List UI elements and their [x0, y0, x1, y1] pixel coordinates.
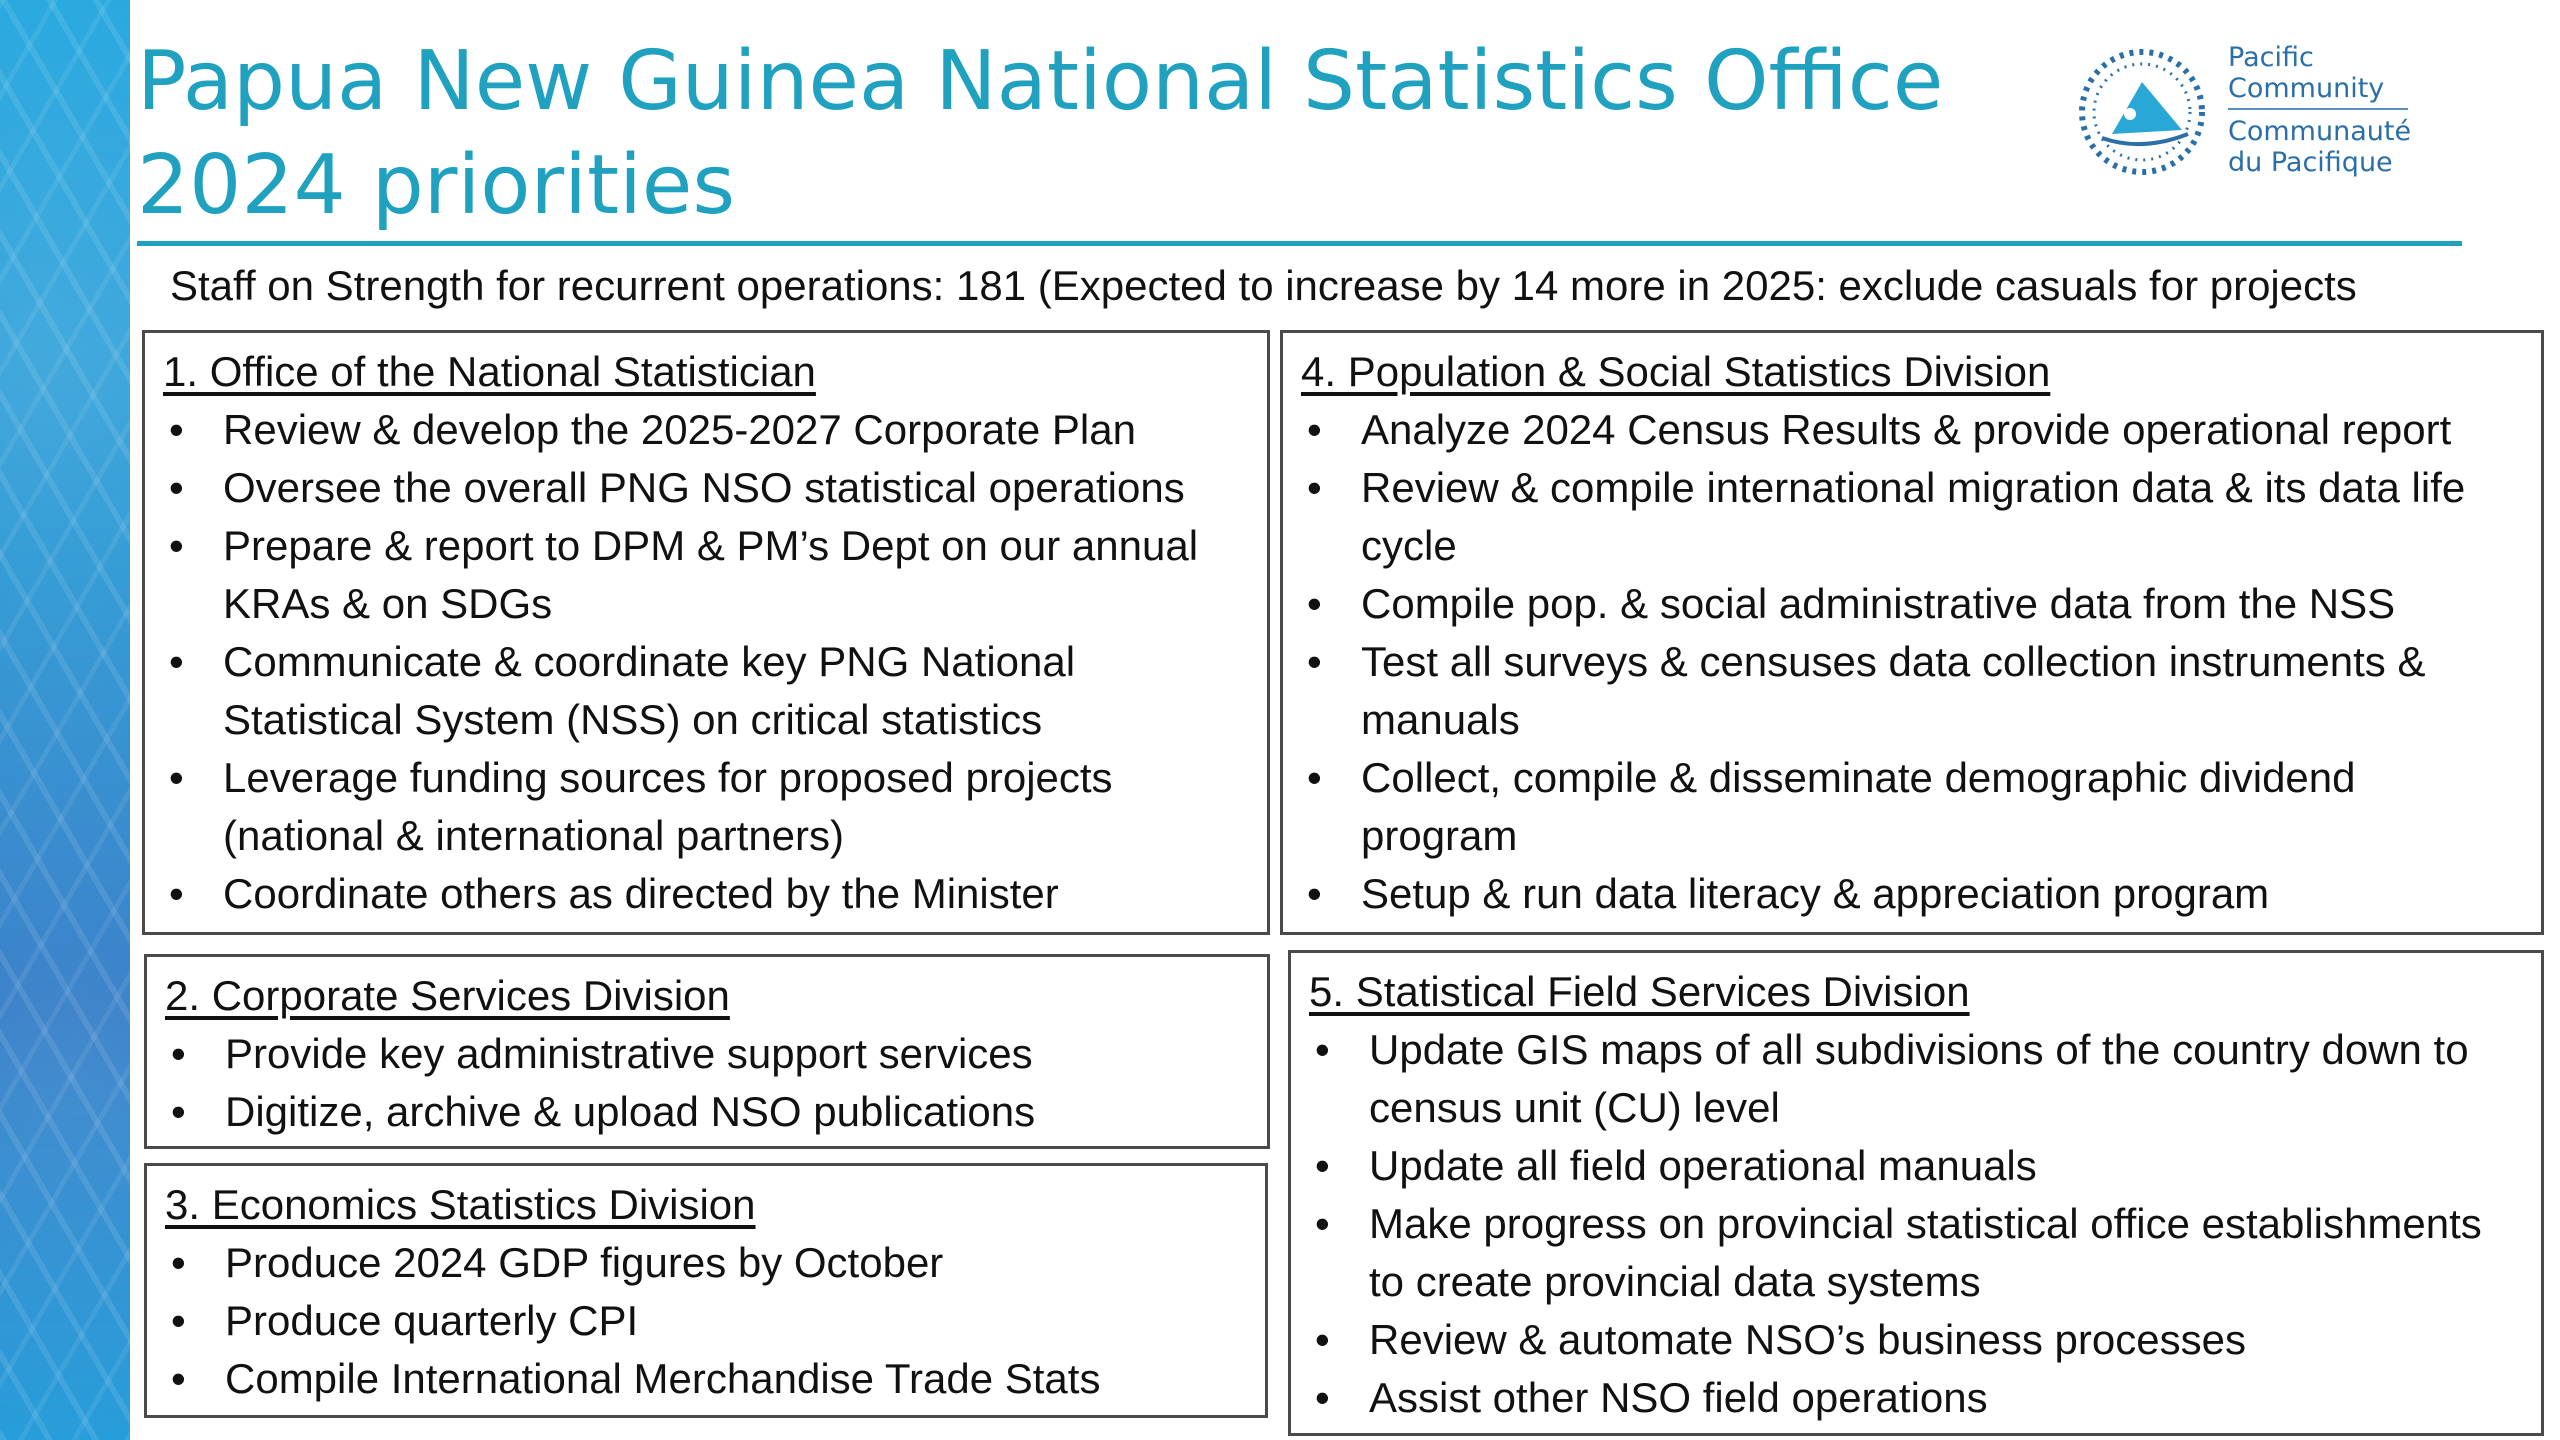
- section-heading: 4. Population & Social Statistics Division: [1301, 348, 2051, 395]
- decorative-side-band: [0, 0, 130, 1440]
- list-item: • Review & automate NSO’s business processes: [1309, 1311, 2523, 1369]
- list-item: • Review & develop the 2025-2027 Corporate Plan: [163, 401, 1249, 459]
- list-item: • Assist other NSO field operations: [1309, 1369, 2523, 1427]
- list-item: • Communicate & coordinate key PNG National Statistical System (NSS) on critical statistics: [163, 633, 1249, 749]
- list-item: • Provide key administrative support services: [165, 1025, 1249, 1083]
- bullet-list: [1301, 401, 2523, 923]
- list-item: • Analyze 2024 Census Results & provide operational report: [1301, 401, 2523, 459]
- title-divider: [137, 241, 2462, 246]
- list-item: • Prepare & report to DPM & PM’s Dept on our annual KRAs & on SDGs: [163, 517, 1249, 633]
- list-item: • Coordinate others as directed by the Minister: [163, 865, 1249, 923]
- section-heading: 2. Corporate Services Division: [165, 972, 730, 1019]
- logo-divider: [2228, 108, 2408, 110]
- pacific-community-logo: [2072, 42, 2432, 182]
- list-item: • Setup & run data literacy & appreciation program: [1301, 865, 2523, 923]
- bullet-list: [165, 1234, 1247, 1408]
- list-item: • Update all field operational manuals: [1309, 1137, 2523, 1195]
- logo-text-en-2: Community: [2228, 73, 2385, 104]
- list-item: • Leverage funding sources for proposed projects (national & international partners): [163, 749, 1249, 865]
- list-item: • Make progress on provincial statistical office establishments to create provincial data systems: [1309, 1195, 2523, 1311]
- list-item: • Review & compile international migration data & its data life cycle: [1301, 459, 2523, 575]
- list-item: • Compile International Merchandise Trade Stats: [165, 1350, 1247, 1408]
- list-item: • Oversee the overall PNG NSO statistical operations: [163, 459, 1249, 517]
- section-economics-statistics: [144, 1163, 1268, 1418]
- section-population-social-statistics: [1280, 330, 2544, 935]
- pacific-community-logo-icon: [2072, 42, 2212, 182]
- logo-text-en-1: Pacific: [2228, 42, 2314, 73]
- list-item: • Digitize, archive & upload NSO publications: [165, 1083, 1249, 1141]
- list-item: • Compile pop. & social administrative data from the NSS: [1301, 575, 2523, 633]
- logo-text-fr-1: Communauté: [2228, 116, 2412, 147]
- title-line-1: Papua New Guinea National Statistics Office: [137, 34, 1944, 129]
- list-item: • Test all surveys & censuses data collection instruments & manuals: [1301, 633, 2523, 749]
- staff-on-strength-text: Staff on Strength for recurrent operations: 181 (Expected to increase by 14 more in 2025: exclude casuals for projects: [170, 262, 2357, 309]
- logo-text-fr-2: du Pacifique: [2228, 147, 2393, 178]
- bullet-list: [165, 1025, 1249, 1141]
- bullet-list: [1309, 1021, 2523, 1427]
- list-item: • Produce quarterly CPI: [165, 1292, 1247, 1350]
- logo-text: [2228, 42, 2438, 178]
- decorative-pattern: [0, 0, 130, 1440]
- list-item: • Collect, compile & disseminate demographic dividend program: [1301, 749, 2523, 865]
- section-statistical-field-services: [1288, 950, 2544, 1436]
- section-office-of-national-statistician: [142, 330, 1270, 935]
- section-heading: 5. Statistical Field Services Division: [1309, 968, 1970, 1015]
- title-line-2: 2024 priorities: [137, 138, 736, 233]
- section-corporate-services: [144, 954, 1270, 1149]
- bullet-list: [163, 401, 1249, 923]
- page-title: [137, 30, 2037, 238]
- section-heading: 1. Office of the National Statistician: [163, 348, 816, 395]
- list-item: • Update GIS maps of all subdivisions of the country down to census unit (CU) level: [1309, 1021, 2523, 1137]
- section-heading: 3. Economics Statistics Division: [165, 1181, 756, 1228]
- list-item: • Produce 2024 GDP figures by October: [165, 1234, 1247, 1292]
